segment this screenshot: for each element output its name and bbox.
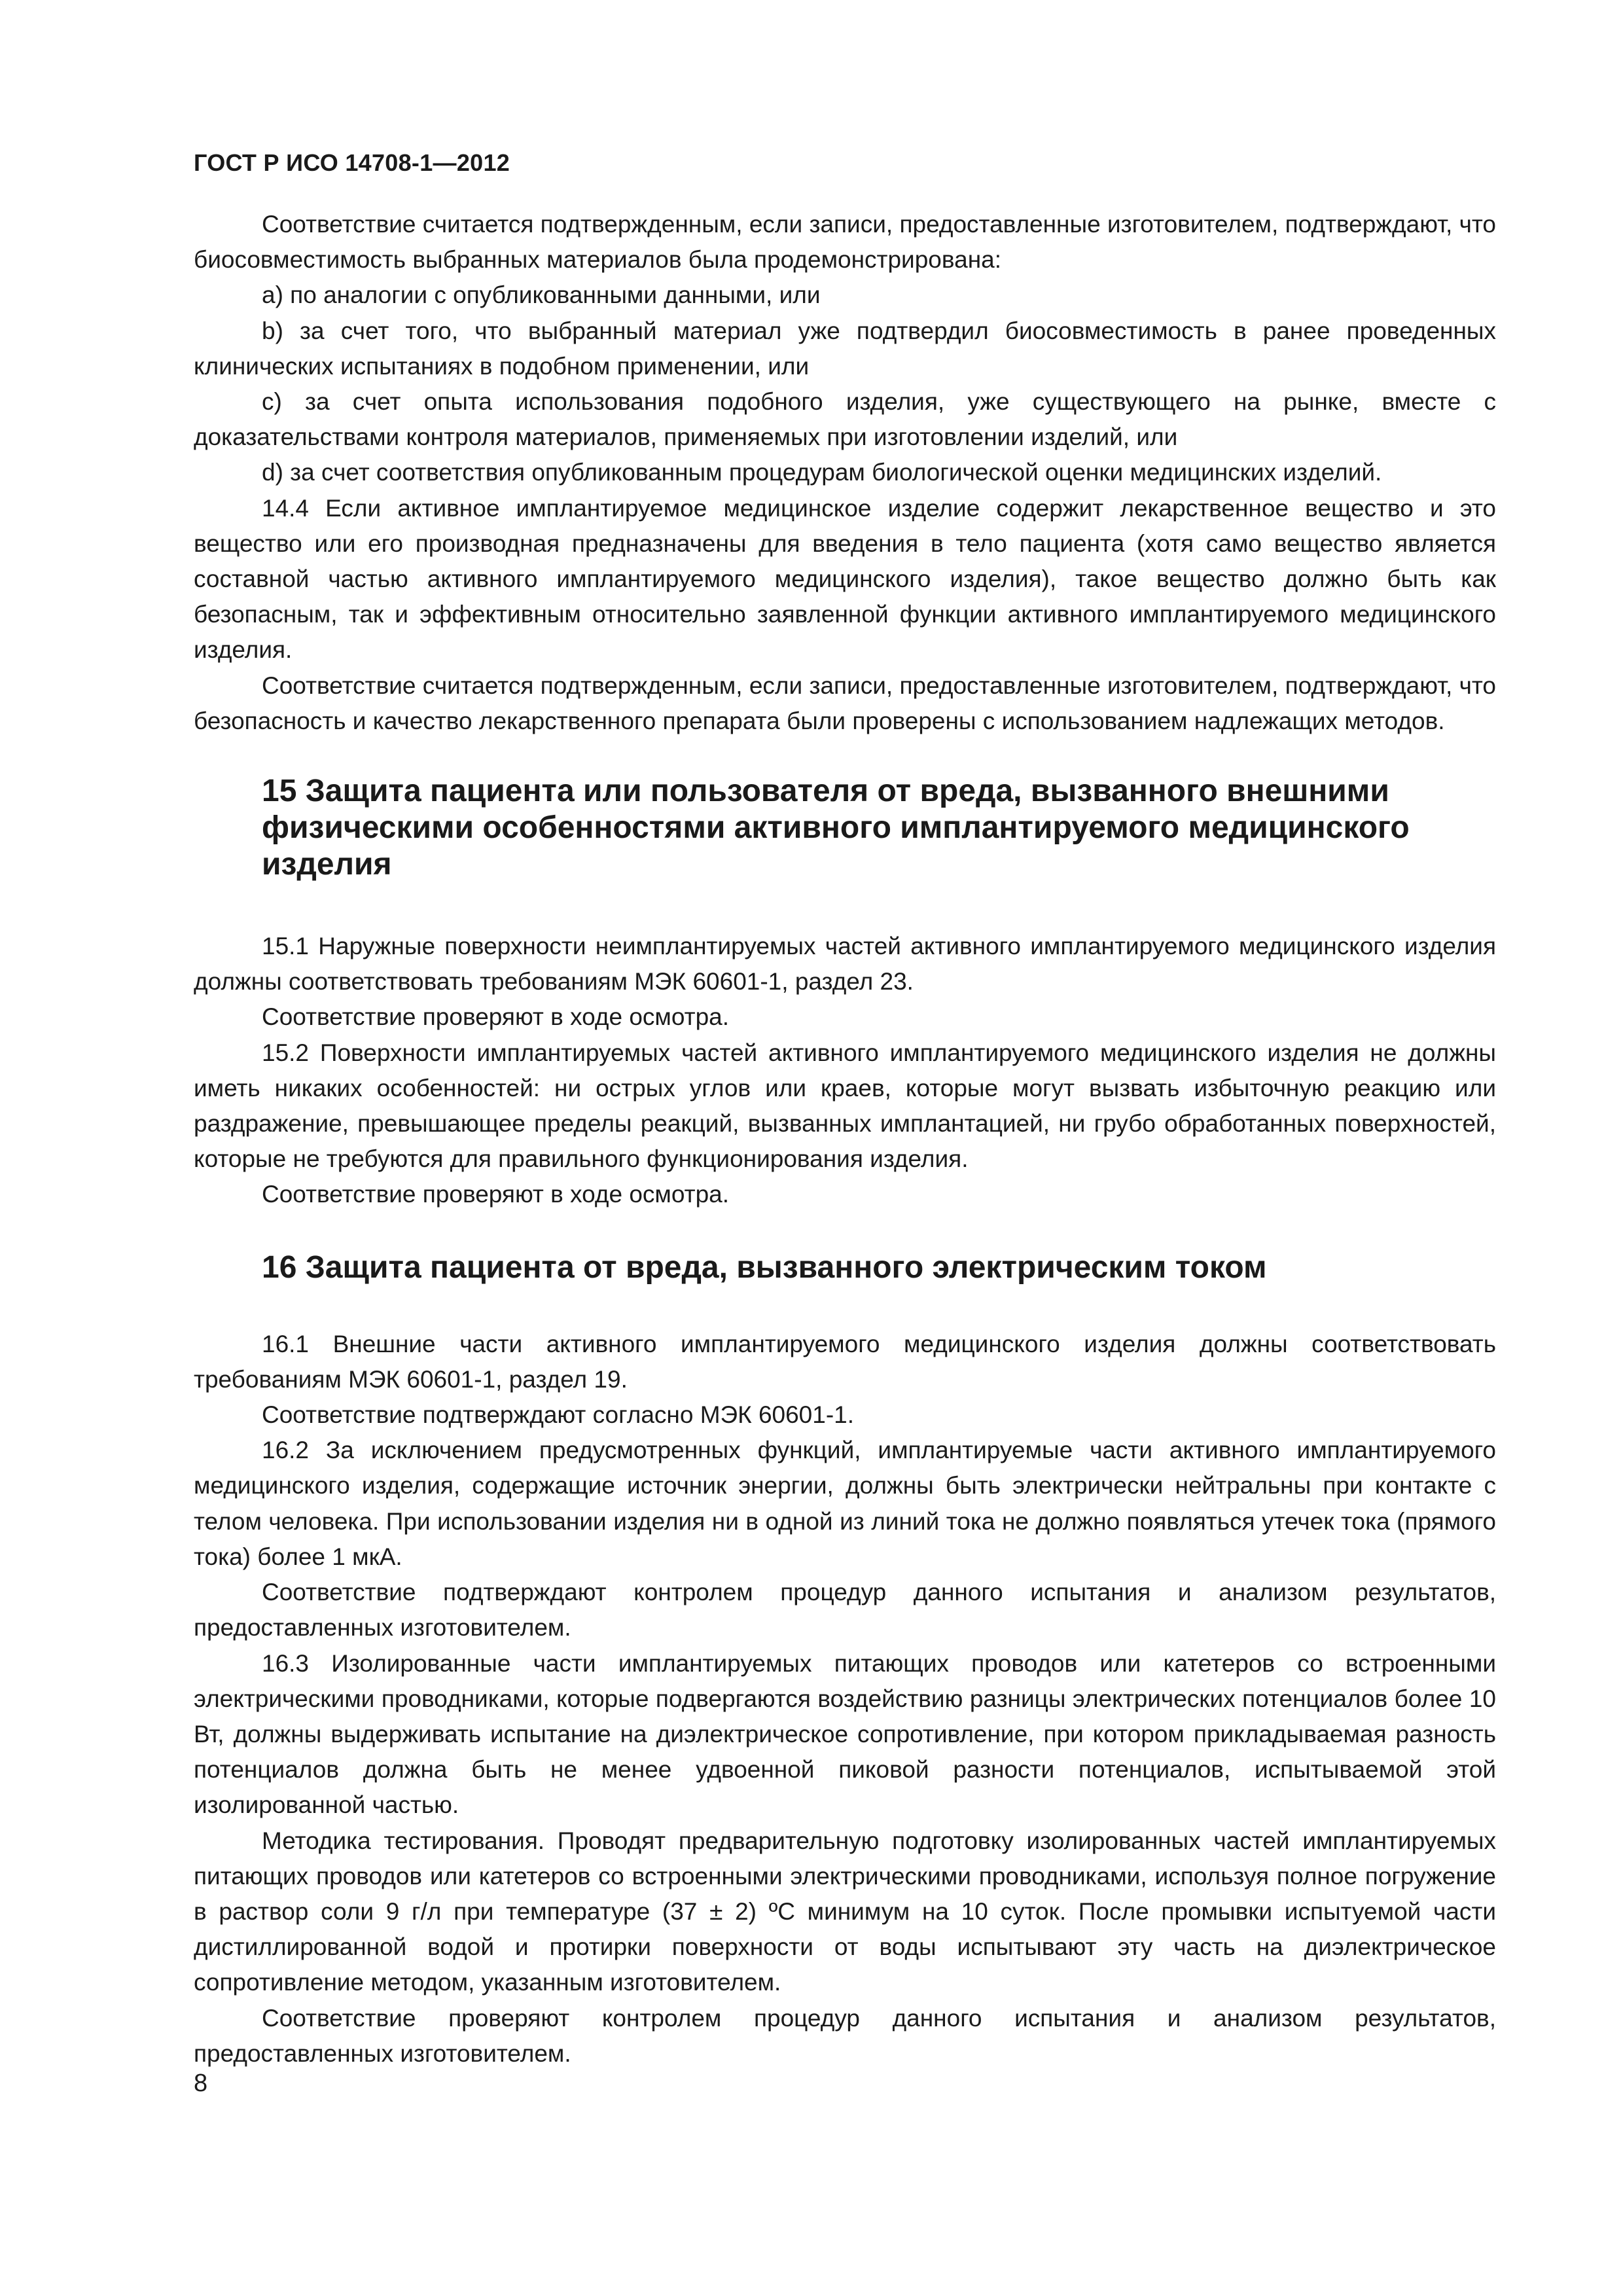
list-item-d: d) за счет соответствия опубликованным процедурам биологической оценки медицинских изделий. (262, 459, 1382, 486)
clause-16-3: 16.3 Изолированные части имплантируемых питающих проводов или катетеров со встроенными электрическими проводниками, которые подвергаются воздействию разницы электрических потенциалов более 10 Вт, должны выдерживать испытание на диэлектрическое сопротивление, при котором прикладываемая разность потенциалов должна быть не менее удвоенной пиковой разности потенциалов, испытываемой этой изолированной частью. (194, 1649, 1496, 1819)
section-heading-15: 15 Защита пациента или пользователя от вреда, вызванного внешними физическими особенностями активного имплантируемого медицинского изделия (262, 774, 1410, 882)
paragraph: Соответствие подтверждают согласно МЭК 60601-1. (262, 1401, 855, 1429)
list-item-a: a) по аналогии с опубликованными данными, или (262, 281, 821, 309)
clause-16-2: 16.2 За исключением предусмотренных функций, имплантируемые части активного имплантируемого медицинского изделия, содержащие источник энергии, должны быть электрически нейтральны при контакте с телом человека. При использовании изделия ни в одной из линий тока не должно появляться утечек тока (прямого тока) более 1 мкА. (194, 1437, 1496, 1570)
section-heading-16: 16 Защита пациента от вреда, вызванного электрическим током (262, 1249, 1267, 1285)
clause-14-4: 14.4 Если активное имплантируемое медицинское изделие содержит лекарственное вещество и это вещество или его производная предназначены для введения в тело пациента (хотя само вещество является составной частью активного имплантируемого медицинского изделия), такое вещество должно быть как безопасным, так и эффективным относительно заявленной функции активного имплантируемого медицинского изделия. (194, 494, 1496, 664)
paragraph: Соответствие проверяют в ходе осмотра. (262, 1181, 730, 1208)
paragraph: Соответствие считается подтвержденным, если записи, предоставленные изготовителем, подтверждают, что безопасность и качество лекарственного препарата были проверены с использованием надлежащих методов. (194, 672, 1496, 734)
document-body (194, 207, 1496, 2072)
paragraph: Соответствие проверяют в ходе осмотра. (262, 1003, 730, 1031)
test-method-paragraph: Методика тестирования. Проводят предварительную подготовку изолированных частей имплантируемых питающих проводов или катетеров со встроенными электрическими проводниками, используя полное погружение в раствор соли 9 г/л при температуре (37 ± 2) ºC минимум на 10 суток. После промывки испытуемой части дистиллированной водой и протирки поверхности от воды испытывают эту часть на диэлектрическое сопротивление методом, указанным изготовителем. (194, 1827, 1496, 1996)
page-number: 8 (194, 2070, 208, 2097)
clause-15-1: 15.1 Наружные поверхности неимплантируемых частей активного имплантируемого медицинского изделия должны соответствовать требованиям МЭК 60601-1, раздел 23. (194, 933, 1496, 996)
paragraph: Соответствие считается подтвержденным, если записи, предоставленные изготовителем, подтверждают, что биосовместимость выбранных материалов была продемонстрирована: (194, 211, 1496, 274)
clause-16-1: 16.1 Внешние части активного имплантируемого медицинского изделия должны соответствовать требованиям МЭК 60601-1, раздел 19. (194, 1330, 1496, 1393)
clause-15-2: 15.2 Поверхности имплантируемых частей активного имплантируемого медицинского изделия не должны иметь никаких особенностей: ни острых углов или краев, которые могут вызвать избыточную реакцию или раздражение, превышающее пределы реакций, вызванных имплантацией, ни грубо обработанных поверхностей, которые не требуются для правильного функционирования изделия. (194, 1039, 1496, 1173)
paragraph: Соответствие подтверждают контролем процедур данного испытания и анализом результатов, предоставленных изготовителем. (194, 1579, 1496, 1641)
paragraph: Соответствие проверяют контролем процедур данного испытания и анализом результатов, предоставленных изготовителем. (194, 2004, 1496, 2067)
list-item-b: b) за счет того, что выбранный материал уже подтвердил биосовместимость в ранее проведенных клинических испытаниях в подобном применении, или (194, 317, 1496, 380)
list-item-c: c) за счет опыта использования подобного изделия, уже существующего на рынке, вместе с доказательствами контроля материалов, применяемых при изготовлении изделий, или (194, 388, 1496, 451)
document-code-header: ГОСТ Р ИСО 14708-1—2012 (194, 149, 510, 176)
